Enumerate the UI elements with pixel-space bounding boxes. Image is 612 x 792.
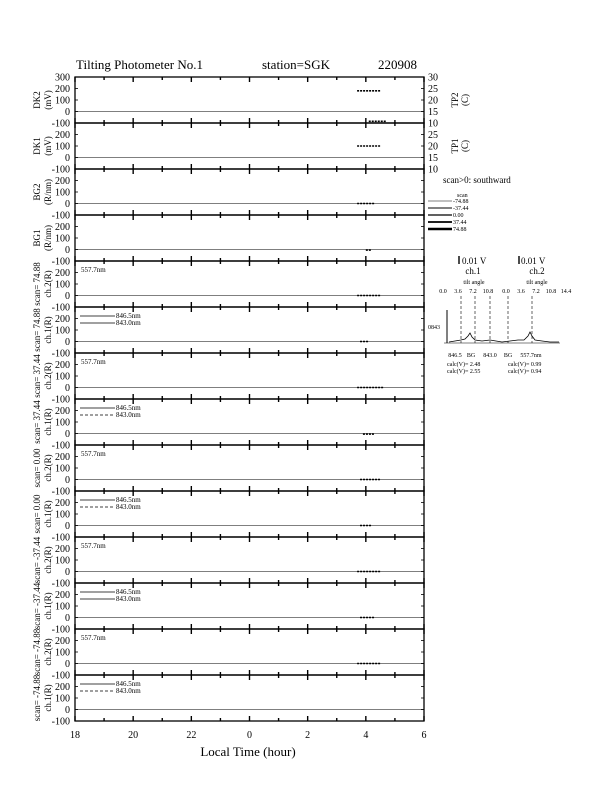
y-axis-sublabel: ch.2(R) (43, 362, 53, 390)
spectrum-band-labels (448, 353, 542, 359)
panel-13 (32, 628, 424, 681)
y-tick-label: -100 (51, 210, 70, 222)
panel-stack (32, 73, 470, 728)
y-tick-label: 200 (55, 636, 70, 647)
side-legend (428, 175, 571, 375)
panel-12 (32, 582, 424, 635)
y-axis-sublabel: ch.1(R) (43, 684, 53, 712)
y-tick-label: 100 (55, 555, 70, 567)
panel-frame (75, 123, 424, 169)
date-label: 220908 (378, 57, 417, 72)
y-tick-label: 200 (55, 130, 70, 141)
legend-846-label: 846.5nm (116, 496, 141, 504)
y-tick-label: 0 (65, 245, 70, 256)
y-tick-label: 100 (55, 325, 70, 337)
band-label: BG (466, 353, 476, 359)
legend-843-label: 843.0nm (116, 687, 141, 695)
calc-ch1-line2: calc(V)= 2.55 (447, 369, 481, 375)
y-axis-label: BG2 (32, 183, 42, 201)
x-axis-label: Local Time (hour) (200, 744, 296, 759)
y-axis-sublabel: ch.1(R) (43, 592, 53, 620)
x-tick-label: 18 (70, 730, 80, 741)
mini-spectrum (444, 296, 560, 343)
right-axis-label: TP1 (450, 138, 460, 154)
x-tick-label: 20 (128, 730, 139, 741)
x-tick-label: 6 (421, 730, 427, 741)
scan-legend (428, 199, 469, 233)
y-tick-label: 200 (55, 314, 70, 325)
y-tick-label: 0 (65, 567, 70, 578)
y-tick-label: 200 (55, 268, 70, 279)
right-tick-label: 10 (428, 164, 438, 176)
right-axis-label: TP2 (450, 92, 460, 108)
y-tick-label: 0 (65, 705, 70, 716)
y-tick-label: 0 (65, 199, 70, 210)
y-tick-label: 100 (55, 693, 70, 705)
tilt-angle-label-ch1: tilt angle (463, 280, 485, 286)
y-tick-label: 300 (55, 72, 70, 84)
panel-wavelength-label: 557.7nm (81, 542, 106, 550)
y-axis-sublabel: ch.1(R) (43, 408, 53, 436)
y-tick-label: 0 (65, 521, 70, 532)
ch1-scale-label: 0.01 V (462, 256, 487, 266)
y-tick-label: 0 (65, 291, 70, 302)
y-axis-label: scan= -37.44 (32, 582, 42, 630)
y-tick-label: 100 (55, 95, 70, 107)
panel-frame (75, 261, 424, 307)
tilt-tick-label: 0.0 (502, 289, 510, 295)
panel-14 (32, 674, 424, 727)
panel-6 (32, 307, 424, 360)
y-tick-label: 100 (55, 417, 70, 429)
panel-8 (32, 399, 424, 452)
panel-frame (75, 77, 424, 123)
ch1-name: ch.1 (465, 266, 481, 276)
panel-frame (75, 169, 424, 215)
y-tick-label: 100 (55, 463, 70, 475)
scan-direction-note: scan>0: southward (443, 175, 511, 185)
y-axis-sublabel: ch.1(R) (43, 316, 53, 344)
y-tick-label: 0 (65, 153, 70, 164)
y-axis-label: scan= -74.88 (32, 674, 42, 722)
y-axis-sublabel: ch.2(R) (43, 546, 53, 574)
y-tick-label: 100 (55, 509, 70, 521)
y-axis-label: scan= 37.44 (32, 354, 42, 398)
y-tick-label: 200 (55, 682, 70, 693)
panel-11 (32, 536, 424, 589)
legend-846-label: 846.5nm (116, 312, 141, 320)
y-tick-label: 0 (65, 475, 70, 486)
tilt-angle-ticks (439, 289, 571, 295)
legend-843-label: 843.0nm (116, 595, 141, 603)
band-label: 846.5 (448, 353, 462, 359)
panel-10 (32, 491, 424, 544)
y-tick-label: 0 (65, 107, 70, 118)
y-tick-label: 100 (55, 371, 70, 383)
y-tick-label: -100 (51, 578, 70, 590)
panel-frame (75, 537, 424, 583)
scan-legend-value: 37.44 (453, 220, 467, 226)
right-tick-label: 25 (428, 130, 438, 141)
y-axis-label: scan= -74.88 (32, 628, 42, 676)
panel-1 (32, 73, 470, 130)
y-axis-label: scan= 37.44 (32, 400, 42, 444)
right-tick-label: 10 (428, 118, 438, 130)
calc-ch2-line1: calc(V)= 0.99 (508, 362, 542, 368)
panel-9 (32, 445, 424, 498)
y-axis-sublabel: ch.2(R) (43, 454, 53, 482)
legend-846-label: 846.5nm (116, 680, 141, 688)
tilt-tick-label: 3.6 (454, 289, 462, 295)
tilt-tick-label: 14.4 (560, 289, 572, 295)
y-tick-label: 200 (55, 544, 70, 555)
y-tick-label: -100 (51, 486, 70, 498)
x-tick-label: 2 (305, 730, 311, 741)
panel-wavelength-label: 557.7nm (81, 266, 106, 274)
y-tick-label: -100 (51, 440, 70, 452)
y-tick-label: -100 (51, 164, 70, 176)
y-tick-label: 200 (55, 84, 70, 95)
right-tick-label: 15 (428, 153, 438, 164)
chart-title: Tilting Photometer No.1 (76, 57, 204, 72)
y-axis-sublabel: (R/nm) (43, 179, 53, 205)
y-tick-label: 0 (65, 383, 70, 394)
y-axis-label: scan= 74.88 (32, 308, 42, 352)
y-axis-label: scan= -37.44 (32, 536, 42, 584)
right-axis-sublabel: (C) (460, 140, 470, 152)
y-tick-label: 100 (55, 647, 70, 659)
y-axis-sublabel: ch.2(R) (43, 638, 53, 666)
panel-7 (32, 353, 424, 406)
legend-843-label: 843.0nm (116, 411, 141, 419)
panel-frame (75, 353, 424, 399)
y-axis-sublabel: ch.2(R) (43, 270, 53, 298)
panel-4 (32, 215, 424, 268)
y-tick-label: 200 (55, 360, 70, 371)
scan-legend-value: -37.44 (453, 206, 469, 212)
y-axis-sublabel: (mV) (43, 90, 53, 110)
band-label: 557.7nm (520, 353, 542, 359)
legend-846-label: 846.5nm (116, 404, 141, 412)
x-tick-label: 0 (247, 730, 252, 741)
panel-frame (75, 445, 424, 491)
y-tick-label: -100 (51, 716, 70, 728)
y-tick-label: 200 (55, 176, 70, 187)
y-axis-sublabel: (mV) (43, 136, 53, 156)
y-tick-label: -100 (51, 532, 70, 544)
y-tick-label: -100 (51, 348, 70, 360)
panel-frame (75, 215, 424, 261)
ch2-name: ch.2 (529, 266, 545, 276)
tilt-angle-label-ch2: tilt angle (526, 280, 548, 286)
panel-wavelength-label: 557.7nm (81, 450, 106, 458)
y-tick-label: -100 (51, 302, 70, 314)
y-tick-label: -100 (51, 256, 70, 268)
tilt-tick-label: 3.6 (517, 289, 525, 295)
y-tick-label: -100 (51, 118, 70, 130)
scan-legend-value: -74.88 (453, 199, 469, 205)
y-tick-label: 200 (55, 590, 70, 601)
panel-frame (75, 629, 424, 675)
y-tick-label: 100 (55, 279, 70, 291)
legend-846-label: 846.5nm (116, 588, 141, 596)
y-tick-label: 100 (55, 601, 70, 613)
y-tick-label: 200 (55, 406, 70, 417)
y-axis-label: scan= 74.88 (32, 262, 42, 306)
station-label: station=SGK (262, 57, 331, 72)
tilt-tick-label: 0.0 (439, 289, 447, 295)
panel-3 (32, 169, 424, 222)
y-tick-label: 200 (55, 452, 70, 463)
y-tick-label: 0 (65, 337, 70, 348)
panel-wavelength-label: 557.7nm (81, 358, 106, 366)
y-tick-label: -100 (51, 624, 70, 636)
tilt-tick-label: 10.8 (545, 289, 557, 295)
legend-843-label: 843.0nm (116, 319, 141, 327)
y-axis-sublabel: (R/nm) (43, 225, 53, 251)
y-axis-label: BG1 (32, 229, 42, 247)
y-tick-label: 0 (65, 429, 70, 440)
tilt-tick-label: 7.2 (532, 289, 540, 295)
panel-wavelength-label: 557.7nm (81, 634, 106, 642)
y-axis-sublabel: ch.1(R) (43, 500, 53, 528)
legend-843-label: 843.0nm (116, 503, 141, 511)
y-tick-label: 200 (55, 222, 70, 233)
ch2-scale-label: 0.01 V (521, 256, 546, 266)
tilt-tick-label: 7.2 (469, 289, 477, 295)
right-tick-label: 25 (428, 84, 438, 95)
band-label: 843.0 (483, 353, 497, 359)
scan-legend-head: scan (457, 193, 468, 199)
calc-ch1-line1: calc(V)= 2.48 (447, 362, 481, 368)
y-tick-label: 0 (65, 613, 70, 624)
y-tick-label: 100 (55, 233, 70, 245)
y-tick-label: 200 (55, 498, 70, 509)
panel-5 (32, 261, 424, 314)
y-tick-label: 0 (65, 659, 70, 670)
y-tick-label: -100 (51, 394, 70, 406)
right-tick-label: 30 (428, 72, 438, 84)
right-axis-sublabel: (C) (460, 94, 470, 106)
right-tick-label: 15 (428, 107, 438, 118)
x-tick-label: 4 (363, 730, 369, 741)
panel-2 (32, 123, 470, 176)
y-tick-label: -100 (51, 670, 70, 682)
scan-legend-value: 74.88 (453, 227, 467, 233)
y-axis-label: DK1 (32, 137, 42, 155)
x-tick-label: 22 (186, 730, 197, 741)
band-label: BG (503, 353, 513, 359)
y-axis-label: scan= 0.00 (32, 448, 42, 488)
y-axis-label: scan= 0.00 (32, 494, 42, 534)
x-axis (70, 730, 427, 741)
y-tick-label: 100 (55, 141, 70, 153)
y-tick-label: 100 (55, 187, 70, 199)
tilt-tick-label: 10.8 (482, 289, 494, 295)
right-tick-label: 20 (428, 95, 438, 107)
y-axis-label: DK2 (32, 91, 42, 109)
calc-ch2-line2: calc(V)= 0.94 (508, 369, 542, 375)
right-tick-label: 20 (428, 141, 438, 153)
scan-legend-value: 0.00 (453, 213, 464, 219)
mini-spectrum-left-mark: 0843 (428, 325, 440, 331)
